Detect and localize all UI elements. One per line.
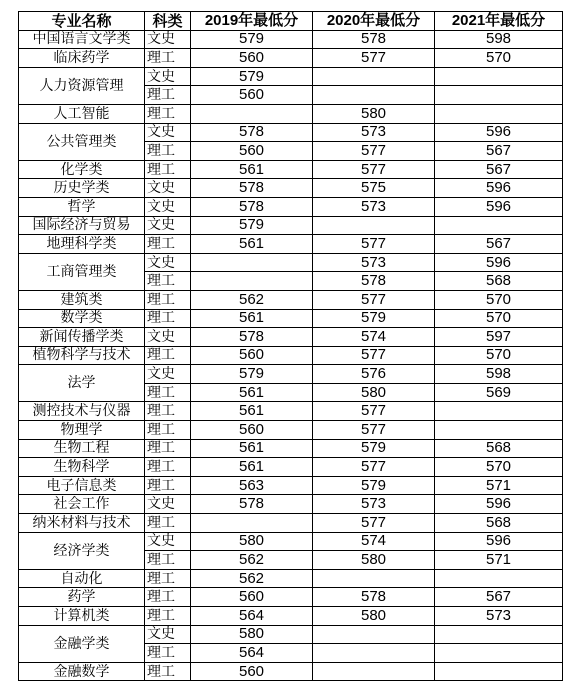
score-2020-cell: 577 (313, 458, 435, 477)
score-2021-cell: 568 (435, 439, 563, 458)
table-row (19, 104, 563, 123)
score-2021-cell (435, 644, 563, 663)
major-name-cell: 电子信息类 (19, 476, 145, 495)
category-cell: 文史 (145, 532, 191, 551)
score-2021-cell: 598 (435, 365, 563, 384)
score-2019-cell: 561 (191, 160, 313, 179)
major-name-cell: 药学 (19, 588, 145, 607)
category-cell: 文史 (145, 253, 191, 272)
category-cell: 文史 (145, 197, 191, 216)
table-row (19, 216, 563, 235)
major-name-cell: 金融数学 (19, 662, 145, 681)
header-2021: 2021年最低分 (435, 12, 563, 31)
header-category: 科类 (145, 12, 191, 31)
header-major: 专业名称 (19, 12, 145, 31)
score-2019-cell (191, 104, 313, 123)
score-2020-cell: 577 (313, 421, 435, 440)
major-name-cell: 建筑类 (19, 290, 145, 309)
category-cell: 理工 (145, 588, 191, 607)
table-row (19, 49, 563, 68)
score-2020-cell: 577 (313, 49, 435, 68)
category-cell: 理工 (145, 142, 191, 161)
score-2020-cell: 579 (313, 476, 435, 495)
score-2020-cell: 573 (313, 123, 435, 142)
score-table-container (18, 11, 563, 681)
category-cell: 文史 (145, 625, 191, 644)
category-cell: 理工 (145, 309, 191, 328)
score-2021-cell: 570 (435, 458, 563, 477)
score-2021-cell: 596 (435, 179, 563, 198)
category-cell: 文史 (145, 30, 191, 49)
score-2020-cell: 577 (313, 514, 435, 533)
category-cell: 理工 (145, 458, 191, 477)
table-row (19, 253, 563, 272)
score-2021-cell (435, 86, 563, 105)
major-name-cell: 测控技术与仪器 (19, 402, 145, 421)
score-2020-cell: 577 (313, 142, 435, 161)
score-2020-cell: 573 (313, 253, 435, 272)
category-cell: 理工 (145, 644, 191, 663)
major-name-cell: 化学类 (19, 160, 145, 179)
major-name-cell: 新闻传播学类 (19, 328, 145, 347)
major-name-cell: 国际经济与贸易 (19, 216, 145, 235)
score-2021-cell (435, 67, 563, 86)
category-cell: 理工 (145, 346, 191, 365)
score-2020-cell: 579 (313, 439, 435, 458)
table-row (19, 365, 563, 384)
score-2020-cell: 577 (313, 235, 435, 254)
score-2021-cell: 567 (435, 160, 563, 179)
header-2020: 2020年最低分 (313, 12, 435, 31)
score-2020-cell: 573 (313, 495, 435, 514)
major-name-cell: 生物工程 (19, 439, 145, 458)
score-2021-cell: 567 (435, 142, 563, 161)
category-cell: 理工 (145, 383, 191, 402)
score-2021-cell: 570 (435, 346, 563, 365)
category-cell: 理工 (145, 551, 191, 570)
major-name-cell: 人力资源管理 (19, 67, 145, 104)
category-cell: 理工 (145, 476, 191, 495)
score-2021-cell: 597 (435, 328, 563, 347)
major-name-cell: 自动化 (19, 569, 145, 588)
major-name-cell: 经济学类 (19, 532, 145, 569)
score-2021-cell: 569 (435, 383, 563, 402)
major-name-cell: 数学类 (19, 309, 145, 328)
score-2020-cell: 575 (313, 179, 435, 198)
score-2021-cell: 571 (435, 551, 563, 570)
score-2019-cell: 578 (191, 197, 313, 216)
table-row (19, 290, 563, 309)
score-2020-cell (313, 86, 435, 105)
category-cell: 文史 (145, 67, 191, 86)
score-2019-cell: 561 (191, 458, 313, 477)
score-2021-cell: 567 (435, 235, 563, 254)
score-2019-cell: 564 (191, 607, 313, 626)
score-2019-cell: 579 (191, 216, 313, 235)
category-cell: 理工 (145, 421, 191, 440)
score-2021-cell: 568 (435, 272, 563, 291)
score-2021-cell: 596 (435, 197, 563, 216)
score-2021-cell: 570 (435, 49, 563, 68)
header-row (19, 12, 563, 31)
score-2021-cell: 571 (435, 476, 563, 495)
category-cell: 文史 (145, 179, 191, 198)
score-2019-cell: 580 (191, 532, 313, 551)
score-2019-cell: 560 (191, 49, 313, 68)
score-2020-cell (313, 569, 435, 588)
score-2021-cell (435, 569, 563, 588)
score-2019-cell: 578 (191, 328, 313, 347)
table-row (19, 662, 563, 681)
category-cell: 文史 (145, 365, 191, 384)
score-2019-cell: 562 (191, 569, 313, 588)
category-cell: 文史 (145, 216, 191, 235)
score-2021-cell: 573 (435, 607, 563, 626)
major-name-cell: 工商管理类 (19, 253, 145, 290)
score-2021-cell: 596 (435, 253, 563, 272)
category-cell: 文史 (145, 495, 191, 514)
category-cell: 文史 (145, 328, 191, 347)
score-2020-cell: 579 (313, 309, 435, 328)
score-2020-cell: 573 (313, 197, 435, 216)
score-2019-cell: 564 (191, 644, 313, 663)
table-row (19, 532, 563, 551)
score-2019-cell: 562 (191, 551, 313, 570)
table-row (19, 514, 563, 533)
category-cell: 理工 (145, 514, 191, 533)
major-name-cell: 公共管理类 (19, 123, 145, 160)
score-2020-cell: 580 (313, 104, 435, 123)
major-name-cell: 植物科学与技术 (19, 346, 145, 365)
score-2019-cell: 560 (191, 346, 313, 365)
score-2021-cell: 596 (435, 123, 563, 142)
score-2021-cell (435, 216, 563, 235)
score-2021-cell (435, 625, 563, 644)
table-row (19, 588, 563, 607)
score-2021-cell: 570 (435, 290, 563, 309)
major-name-cell: 临床药学 (19, 49, 145, 68)
score-2020-cell (313, 67, 435, 86)
score-2021-cell: 596 (435, 532, 563, 551)
score-2020-cell: 577 (313, 290, 435, 309)
score-2020-cell: 580 (313, 383, 435, 402)
major-name-cell: 中国语言文学类 (19, 30, 145, 49)
score-2020-cell: 576 (313, 365, 435, 384)
score-2020-cell: 577 (313, 402, 435, 421)
category-cell: 理工 (145, 235, 191, 254)
table-row (19, 607, 563, 626)
category-cell: 理工 (145, 439, 191, 458)
major-name-cell: 哲学 (19, 197, 145, 216)
major-name-cell: 法学 (19, 365, 145, 402)
score-2019-cell: 579 (191, 365, 313, 384)
category-cell: 理工 (145, 662, 191, 681)
major-name-cell: 人工智能 (19, 104, 145, 123)
score-2021-cell: 598 (435, 30, 563, 49)
table-row (19, 309, 563, 328)
table-row (19, 123, 563, 142)
score-2019-cell: 561 (191, 383, 313, 402)
table-row (19, 67, 563, 86)
category-cell: 文史 (145, 123, 191, 142)
score-2020-cell: 574 (313, 328, 435, 347)
category-cell: 理工 (145, 272, 191, 291)
table-row (19, 160, 563, 179)
header-2019: 2019年最低分 (191, 12, 313, 31)
score-2020-cell (313, 644, 435, 663)
score-2019-cell: 560 (191, 86, 313, 105)
score-2020-cell: 578 (313, 30, 435, 49)
major-name-cell: 地理科学类 (19, 235, 145, 254)
score-2019-cell: 561 (191, 309, 313, 328)
major-name-cell: 纳米材料与技术 (19, 514, 145, 533)
major-name-cell: 计算机类 (19, 607, 145, 626)
category-cell: 理工 (145, 569, 191, 588)
score-2019-cell: 560 (191, 142, 313, 161)
category-cell: 理工 (145, 160, 191, 179)
score-2019-cell (191, 272, 313, 291)
table-row (19, 458, 563, 477)
table-row (19, 197, 563, 216)
score-2019-cell: 563 (191, 476, 313, 495)
score-2019-cell: 578 (191, 495, 313, 514)
score-2021-cell (435, 421, 563, 440)
score-2019-cell: 561 (191, 439, 313, 458)
score-2021-cell: 596 (435, 495, 563, 514)
category-cell: 理工 (145, 104, 191, 123)
major-name-cell: 生物科学 (19, 458, 145, 477)
table-row (19, 328, 563, 347)
score-2019-cell: 562 (191, 290, 313, 309)
category-cell: 理工 (145, 402, 191, 421)
score-2020-cell: 580 (313, 551, 435, 570)
table-row (19, 569, 563, 588)
table-row (19, 439, 563, 458)
score-2020-cell: 577 (313, 160, 435, 179)
score-2020-cell (313, 625, 435, 644)
score-2019-cell: 561 (191, 235, 313, 254)
score-2020-cell (313, 662, 435, 681)
score-2019-cell: 560 (191, 421, 313, 440)
score-2019-cell: 578 (191, 123, 313, 142)
score-2020-cell: 578 (313, 588, 435, 607)
score-2019-cell: 578 (191, 179, 313, 198)
score-2019-cell (191, 514, 313, 533)
score-2020-cell (313, 216, 435, 235)
score-2020-cell: 577 (313, 346, 435, 365)
table-row (19, 235, 563, 254)
table-row (19, 346, 563, 365)
score-2019-cell: 560 (191, 662, 313, 681)
category-cell: 理工 (145, 49, 191, 68)
table-row (19, 625, 563, 644)
table-row (19, 402, 563, 421)
score-2019-cell: 561 (191, 402, 313, 421)
table-row (19, 421, 563, 440)
score-2020-cell: 580 (313, 607, 435, 626)
table-body (19, 30, 563, 681)
score-2021-cell (435, 104, 563, 123)
score-2019-cell: 560 (191, 588, 313, 607)
category-cell: 理工 (145, 607, 191, 626)
score-2019-cell: 579 (191, 67, 313, 86)
major-name-cell: 金融学类 (19, 625, 145, 662)
score-2021-cell: 570 (435, 309, 563, 328)
score-table (18, 11, 563, 681)
major-name-cell: 历史学类 (19, 179, 145, 198)
score-2020-cell: 578 (313, 272, 435, 291)
category-cell: 理工 (145, 290, 191, 309)
table-row (19, 30, 563, 49)
score-2019-cell: 580 (191, 625, 313, 644)
table-row (19, 476, 563, 495)
table-row (19, 179, 563, 198)
category-cell: 理工 (145, 86, 191, 105)
major-name-cell: 物理学 (19, 421, 145, 440)
score-2021-cell (435, 402, 563, 421)
score-2020-cell: 574 (313, 532, 435, 551)
score-2019-cell: 579 (191, 30, 313, 49)
score-2019-cell (191, 253, 313, 272)
score-2021-cell: 567 (435, 588, 563, 607)
score-2021-cell: 568 (435, 514, 563, 533)
major-name-cell: 社会工作 (19, 495, 145, 514)
score-2021-cell (435, 662, 563, 681)
table-row (19, 495, 563, 514)
